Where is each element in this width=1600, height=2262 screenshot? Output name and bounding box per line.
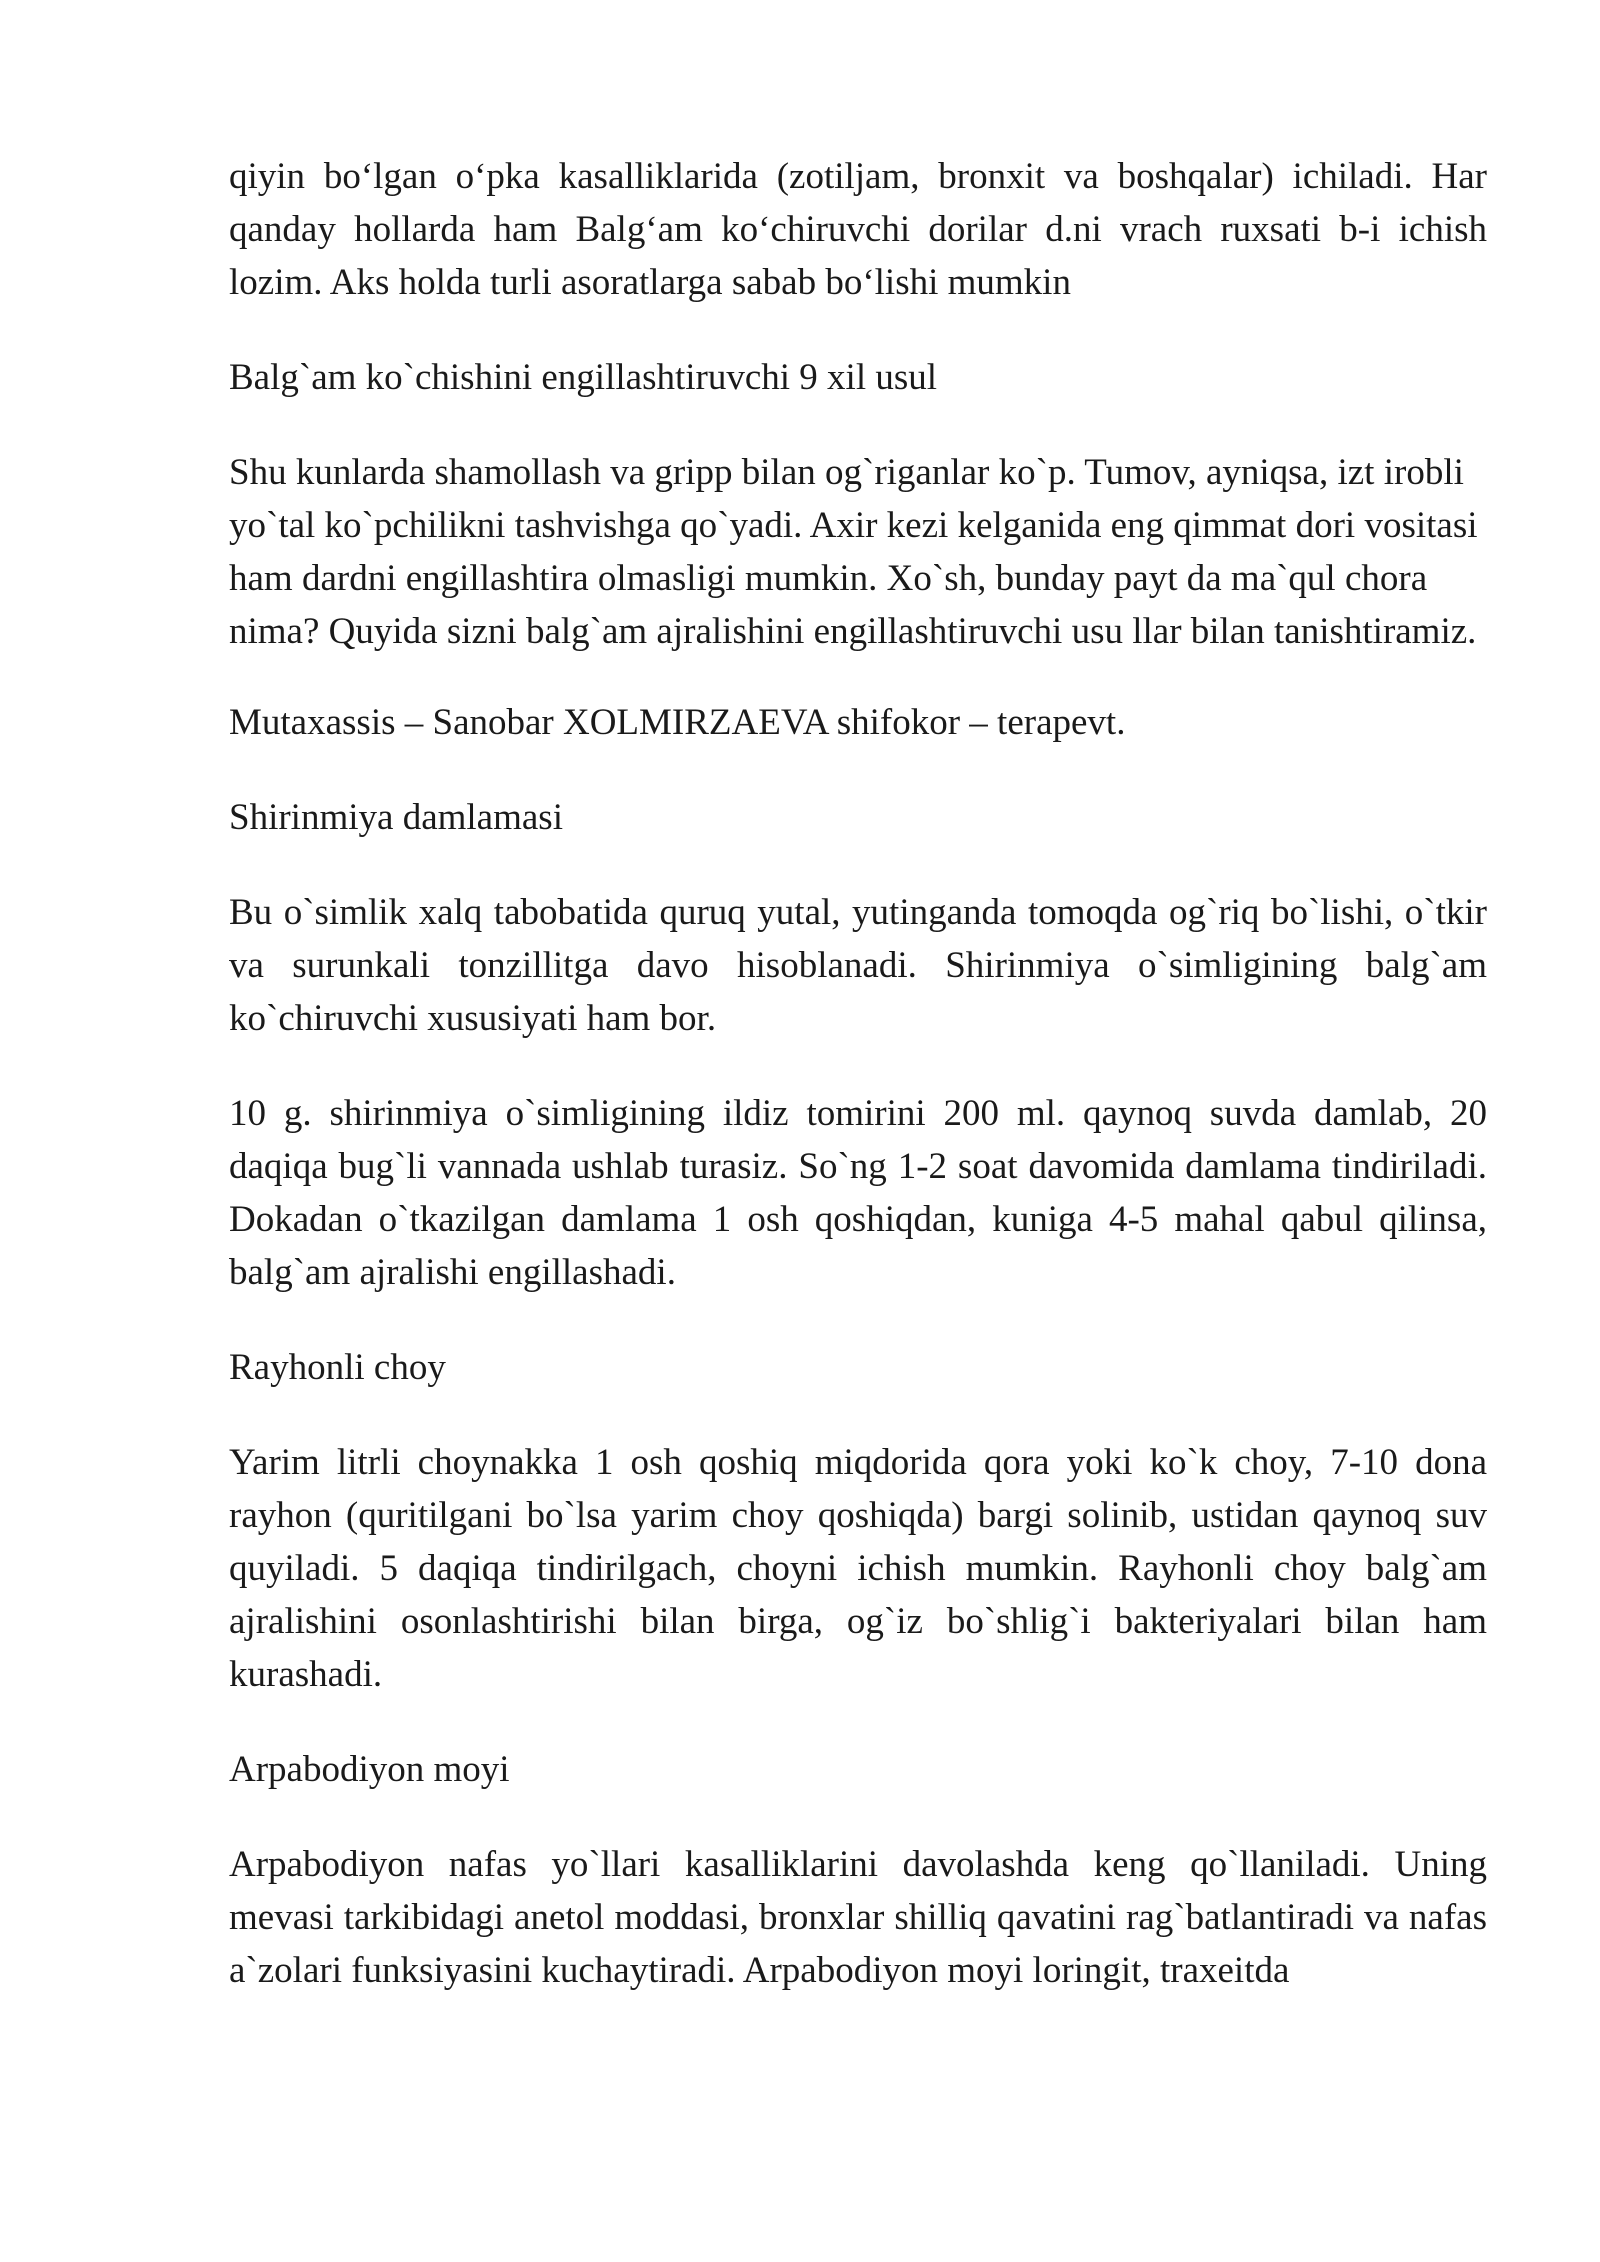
section-heading-shirinmiya: Shirinmiya damlamasi (229, 797, 563, 838)
paragraph-article-lead: Shu kunlarda shamollash va gripp bilan og`riganlar ko`p. Tumov, ayniqsa, izt irobli yo`tal ko`pchilikni tashvishga qo`yadi. Axir kezi kelganida eng qimmat dori vositasi ham dardni engillashtira olmasligi mumkin. Xo`sh, bunday payt da ma`qul chora nima? Quyida sizni balg`am ajralishini engillashtiruvchi usu llar bilan tanishtiramiz. (229, 452, 1478, 652)
paragraph-rayhon-recipe: Yarim litrli choynakka 1 osh qoshiq miqdorida qora yoki ko`k choy, 7-10 dona rayhon (quritilgani bo`lsa yarim choy qoshiqda) bargi solinib, ustidan qaynoq suv quyiladi. 5 daqiqa tindirilgach, choyni ichish mumkin. Rayhonli choy balg`am ajralishini osonlashtirishi bilan birga, og`iz bo`shlig`i bakteriyalari bilan ham kurashadi. (229, 1442, 1487, 1695)
paragraph-intro-continuation: qiyin bo‘lgan o‘pka kasalliklarida (zotiljam, bronxit va boshqalar) ichiladi. Har qanday hollarda ham Balg‘am ko‘chiruvchi dorilar d.ni vrach ruxsati b-i ichish lozim. Aks holda turli asoratlarga sabab bo‘lishi mumkin (229, 156, 1487, 303)
section-heading-arpabodiyon: Arpabodiyon moyi (229, 1749, 510, 1790)
specialist-line: Mutaxassis – Sanobar XOLMIRZAEVA shifokor – terapevt. (229, 702, 1126, 743)
paragraph-shirinmiya-desc: Bu o`simlik xalq tabobatida quruq yutal, yutinganda tomoqda og`riq bo`lishi, o`tkir va surunkali tonzillitga davo hisoblanadi. Shirinmiya o`simligining balg`am ko`chiruvchi xususiyati ham bor. (229, 892, 1487, 1039)
paragraph-arpabodiyon-desc: Arpabodiyon nafas yo`llari kasalliklarini davolashda keng qo`llaniladi. Uning mevasi tarkibidagi anetol moddasi, bronxlar shilliq qavatini rag`batlantiradi va nafas a`zolari funksiyasini kuchaytiradi. Arpabodiyon moyi loringit, traxeitda (229, 1844, 1487, 1991)
paragraph-shirinmiya-recipe: 10 g. shirinmiya o`simligining ildiz tomirini 200 ml. qaynoq suvda damlab, 20 daqiqa bug`li vannada ushlab turasiz. So`ng 1-2 soat davomida damlama tindiriladi. Dokadan o`tkazilgan damlama 1 osh qoshiqdan, kuniga 4-5 mahal qabul qilinsa, balg`am ajralishi engillashadi. (229, 1093, 1487, 1293)
document-body (229, 150, 1487, 2039)
section-heading-rayhon: Rayhonli choy (229, 1347, 446, 1388)
article-title: Balg`am ko`chishini engillashtiruvchi 9 xil usul (229, 357, 938, 398)
